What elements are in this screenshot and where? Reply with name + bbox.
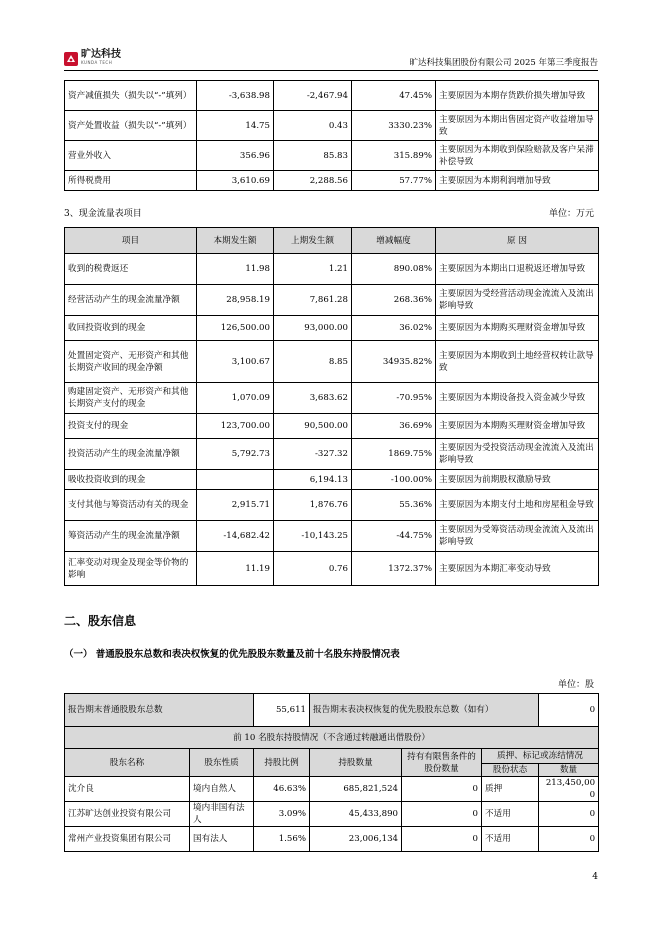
row-item: 支付其他与筹资活动有关的现金 (65, 490, 197, 521)
col-header-nature: 股东性质 (190, 749, 254, 777)
col-header-change: 增减幅度 (352, 228, 436, 254)
shareholder-pledged-qty: 213,450,000 (539, 777, 599, 802)
table-row (65, 777, 599, 802)
table-row (65, 439, 599, 470)
cashflow-unit: 单位：万元 (548, 209, 594, 219)
row-previous: 93,000.00 (274, 316, 352, 341)
row-previous: 6,194.13 (274, 470, 352, 490)
company-logo (64, 49, 121, 69)
shareholder-quantity: 685,821,524 (310, 777, 402, 802)
shareholder-ratio: 1.56% (254, 827, 310, 852)
row-change: -70.95% (352, 383, 436, 414)
page-number: 4 (592, 872, 598, 882)
shareholder-name: 沈介良 (65, 777, 190, 802)
row-change: 1869.75% (352, 439, 436, 470)
shareholder-total-row (65, 694, 599, 727)
row-change: 57.77% (352, 171, 436, 191)
shareholder-name: 常州产业投资集团有限公司 (65, 827, 190, 852)
row-previous: 3,683.62 (274, 383, 352, 414)
shareholder-pledged-qty: 0 (539, 827, 599, 852)
shareholder-ratio: 3.09% (254, 802, 310, 827)
row-current: 14.75 (197, 111, 274, 141)
logo-cn-text: 旷达科技 (81, 49, 121, 60)
row-item: 经营活动产生的现金流量净额 (65, 285, 197, 316)
row-reason: 主要原因为本期收到土地经营权转让款导致 (436, 341, 599, 383)
shareholder-restricted: 0 (402, 777, 482, 802)
table-row (65, 552, 599, 586)
row-item: 营业外收入 (65, 141, 197, 171)
col-header-restricted: 持有有限售条件的股份数量 (402, 749, 482, 777)
row-item: 资产减值损失（损失以“-”填列） (65, 81, 197, 111)
row-item: 汇率变动对现金及现金等价物的影响 (65, 552, 197, 586)
income-items-table (64, 80, 599, 191)
table-row (65, 490, 599, 521)
row-reason: 主要原因为本期出售固定资产收益增加导致 (436, 111, 599, 141)
row-current: 28,958.19 (197, 285, 274, 316)
preferred-shareholders-value: 0 (539, 694, 599, 727)
row-change: 36.02% (352, 316, 436, 341)
row-item: 投资支付的现金 (65, 414, 197, 439)
shareholder-subheading: （一） 普通股股东总数和表决权恢复的优先股股东数量及前十名股东持股情况表 (64, 649, 400, 660)
row-item: 收到的税费返还 (65, 254, 197, 285)
row-current: -14,682.42 (197, 521, 274, 552)
row-current: 1,070.09 (197, 383, 274, 414)
row-reason: 主要原因为本期购买理财资金增加导致 (436, 316, 599, 341)
row-reason: 主要原因为本期收到保险赔款及客户呆滞补偿导致 (436, 141, 599, 171)
row-previous: 0.76 (274, 552, 352, 586)
row-previous: 85.83 (274, 141, 352, 171)
table-row (65, 470, 599, 490)
table-row (65, 316, 599, 341)
row-previous: 0.43 (274, 111, 352, 141)
row-change: 890.08% (352, 254, 436, 285)
logo-en-text: KUNDA TECH (81, 60, 113, 65)
table-row (65, 521, 599, 552)
cashflow-header-row (65, 228, 599, 254)
row-item: 资产处置收益（损失以“-”填列） (65, 111, 197, 141)
row-change: -44.75% (352, 521, 436, 552)
row-reason: 主要原因为受投资活动现金流流入及流出影响导致 (436, 439, 599, 470)
report-title: 旷达科技集团股份有限公司 2025 年第三季度报告 (409, 58, 598, 68)
table-row (65, 802, 599, 827)
top10-title-row (65, 727, 599, 749)
cashflow-section-title: 3、现金流量表项目 (64, 209, 142, 219)
shareholder-restricted: 0 (402, 802, 482, 827)
row-reason: 主要原因为本期购买理财资金增加导致 (436, 414, 599, 439)
table-row (65, 111, 599, 141)
row-item: 处置固定资产、无形资产和其他长期资产收回的现金净额 (65, 341, 197, 383)
row-current (197, 470, 274, 490)
row-previous: -10,143.25 (274, 521, 352, 552)
shareholder-name: 江苏旷达创业投资有限公司 (65, 802, 190, 827)
row-current: 356.96 (197, 141, 274, 171)
logo-icon (64, 52, 78, 66)
row-previous: 7,861.28 (274, 285, 352, 316)
shareholder-nature: 国有法人 (190, 827, 254, 852)
table-row (65, 141, 599, 171)
preferred-shareholders-label: 报告期末表决权恢复的优先股股东总数（如有） (310, 694, 539, 727)
col-header-current: 本期发生额 (197, 228, 274, 254)
row-current: 5,792.73 (197, 439, 274, 470)
row-item: 购建固定资产、无形资产和其他长期资产支付的现金 (65, 383, 197, 414)
col-header-quantity: 持股数量 (310, 749, 402, 777)
shareholder-pledged-qty: 0 (539, 802, 599, 827)
shareholder-nature: 境内非国有法人 (190, 802, 254, 827)
row-current: 11.19 (197, 552, 274, 586)
shareholder-nature: 境内自然人 (190, 777, 254, 802)
col-header-pledge-status: 股份状态 (482, 764, 539, 777)
row-reason: 主要原因为前期股权激励导致 (436, 470, 599, 490)
row-item: 收回投资收到的现金 (65, 316, 197, 341)
shareholder-quantity: 45,433,890 (310, 802, 402, 827)
row-change: 55.36% (352, 490, 436, 521)
cashflow-table (64, 227, 599, 586)
shareholder-ratio: 46.63% (254, 777, 310, 802)
table-row (65, 414, 599, 439)
row-change: 36.69% (352, 414, 436, 439)
shareholder-table (64, 693, 599, 852)
row-change: 34935.82% (352, 341, 436, 383)
page-header (64, 46, 598, 71)
row-previous: -2,467.94 (274, 81, 352, 111)
col-header-name: 股东名称 (65, 749, 190, 777)
table-row (65, 81, 599, 111)
row-change: 268.36% (352, 285, 436, 316)
row-change: 47.45% (352, 81, 436, 111)
table-row (65, 827, 599, 852)
row-change: 315.89% (352, 141, 436, 171)
row-previous: 2,288.56 (274, 171, 352, 191)
row-item: 投资活动产生的现金流量净额 (65, 439, 197, 470)
table-row (65, 254, 599, 285)
row-previous: -327.32 (274, 439, 352, 470)
row-change: -100.00% (352, 470, 436, 490)
row-change: 3330.23% (352, 111, 436, 141)
row-reason: 主要原因为受筹资活动现金流流入及流出影响导致 (436, 521, 599, 552)
row-current: 123,700.00 (197, 414, 274, 439)
shareholder-pledge-status: 质押 (482, 777, 539, 802)
shareholder-pledge-status: 不适用 (482, 802, 539, 827)
col-header-ratio: 持股比例 (254, 749, 310, 777)
col-header-pledge-group: 质押、标记或冻结情况 (482, 749, 599, 764)
shareholder-unit: 单位：股 (557, 680, 594, 690)
table-row (65, 383, 599, 414)
col-header-item: 项目 (65, 228, 197, 254)
row-reason: 主要原因为本期汇率变动导致 (436, 552, 599, 586)
top10-title: 前 10 名股东持股情况（不含通过转融通出借股份） (65, 727, 599, 749)
row-reason: 主要原因为本期利润增加导致 (436, 171, 599, 191)
shareholder-header-row (65, 749, 599, 764)
table-row (65, 341, 599, 383)
col-header-reason: 原 因 (436, 228, 599, 254)
row-change: 1372.37% (352, 552, 436, 586)
row-previous: 1,876.76 (274, 490, 352, 521)
row-reason: 主要原因为本期支付土地和房屋租金导致 (436, 490, 599, 521)
total-shareholders-label: 报告期末普通股股东总数 (65, 694, 254, 727)
row-current: 126,500.00 (197, 316, 274, 341)
col-header-previous: 上期发生额 (274, 228, 352, 254)
row-reason: 主要原因为受经营活动现金流流入及流出影响导致 (436, 285, 599, 316)
row-current: 3,610.69 (197, 171, 274, 191)
row-item: 筹资活动产生的现金流量净额 (65, 521, 197, 552)
row-item: 吸收投资收到的现金 (65, 470, 197, 490)
total-shareholders-value: 55,611 (254, 694, 310, 727)
row-item: 所得税费用 (65, 171, 197, 191)
row-previous: 1.21 (274, 254, 352, 285)
table-row (65, 171, 599, 191)
row-reason: 主要原因为本期存货跌价损失增加导致 (436, 81, 599, 111)
row-reason: 主要原因为本期设备投入资金减少导致 (436, 383, 599, 414)
shareholder-pledge-status: 不适用 (482, 827, 539, 852)
table-row (65, 285, 599, 316)
row-current: 2,915.71 (197, 490, 274, 521)
shareholder-quantity: 23,006,134 (310, 827, 402, 852)
row-current: -3,638.98 (197, 81, 274, 111)
row-previous: 8.85 (274, 341, 352, 383)
col-header-pledge-qty: 数量 (539, 764, 599, 777)
row-current: 11.98 (197, 254, 274, 285)
row-previous: 90,500.00 (274, 414, 352, 439)
row-current: 3,100.67 (197, 341, 274, 383)
shareholder-heading: 二、股东信息 (64, 614, 137, 628)
shareholder-restricted: 0 (402, 827, 482, 852)
row-reason: 主要原因为本期出口退税返还增加导致 (436, 254, 599, 285)
